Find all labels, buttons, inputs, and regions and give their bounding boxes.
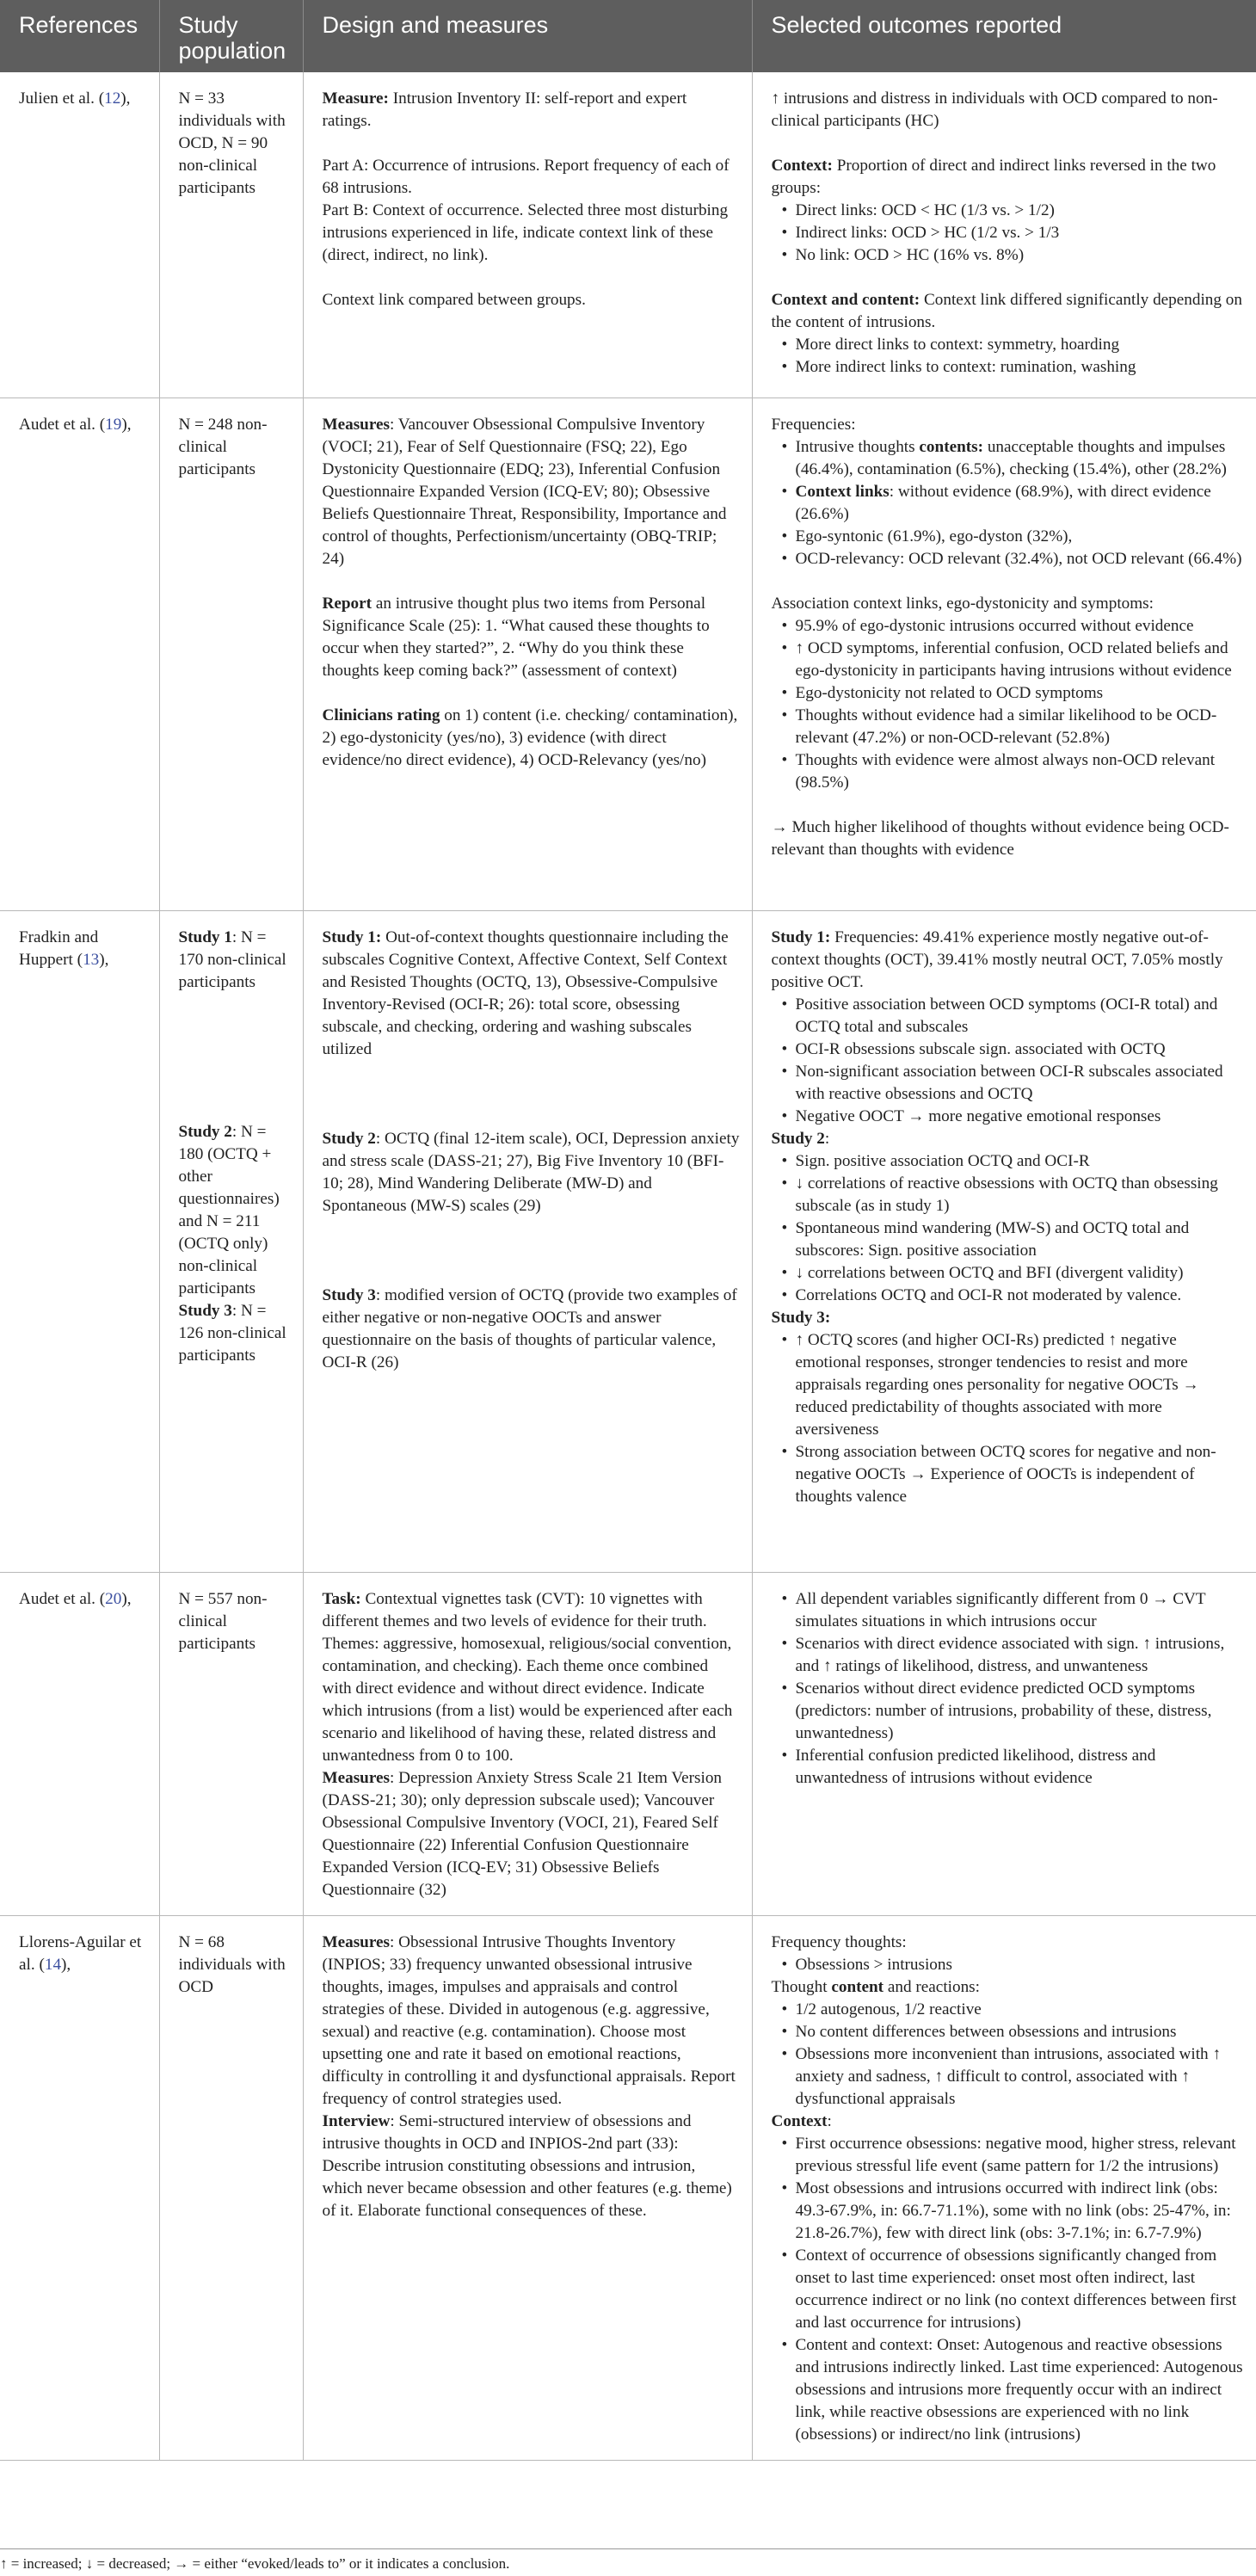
text-span: : Semi-structured interview of obsessions and intrusive thoughts in OCD and INPIOS-2nd part (33): Describe intrusion constituting obsessions and intrusion, which never became obsession and other features (e.g. theme) of it. Elaborate functional consequences of these. xyxy=(322,2111,732,2220)
bullet-item xyxy=(796,2133,1245,2178)
text-span: Ego-dystonicity not related to OCD symptoms xyxy=(795,683,1104,702)
bullet-list xyxy=(772,615,1245,794)
population-text: N = 33 individuals with OCD, N = 90 non-clinical participants xyxy=(178,89,286,197)
table-footnote: ↑ = increased; ↓ = decreased; → = either “evoked/leads to” or it indicates a conclusion. xyxy=(0,2548,1256,2573)
text-span: ↑ OCD symptoms, inferential confusion, OCD related beliefs and ego-dystonicity in participants having intrusions without evidence xyxy=(795,638,1232,680)
bullet-item xyxy=(796,1173,1245,1217)
text-span: Context link differed significantly depending on the content of intrusions. xyxy=(771,291,1242,331)
bold-label: Context and content: xyxy=(771,291,920,309)
design-paragraph xyxy=(323,1128,740,1217)
text-span: Obsessions > intrusions xyxy=(795,1955,952,1974)
text-span: Positive association between OCD symptoms (OCI-R total) and OCTQ total and subscales xyxy=(795,995,1218,1036)
text-span: : N = 170 non-clinical participants xyxy=(178,927,286,991)
cell-population xyxy=(159,72,303,397)
bold-label: Measures xyxy=(322,1932,391,1951)
bullet-item xyxy=(796,244,1245,267)
text-span: Proportion of direct and indirect links reversed in the two groups: xyxy=(771,157,1216,197)
header-design-measures: Design and measures xyxy=(303,0,752,72)
outcome-paragraph xyxy=(772,289,1245,334)
text-span: All dependent variables significantly different from 0 → CVT simulates situations in which intrusions occur xyxy=(795,1589,1206,1630)
text-span: Most obsessions and intrusions occurred with indirect link (obs: 49.3-67.9%, in: 66.7-71.1%), some with no link (obs: 25-47%, in: 21.8-26.7%), few with direct link (obs: 3-7.1%; in: 6.7-7.9%) xyxy=(795,2179,1231,2242)
reference-text: ), xyxy=(120,89,131,108)
bullet-item xyxy=(796,682,1245,705)
bullet-list xyxy=(772,436,1245,570)
text-span: Scenarios with direct evidence associated with sign. ↑ intrusions, and ↑ ratings of likelihood, distress, and unwanteness xyxy=(795,1634,1225,1675)
citation-number: 13 xyxy=(83,950,100,969)
bullet-item xyxy=(796,200,1245,222)
outcome-paragraph xyxy=(772,593,1245,615)
text-span: unacceptable thoughts and impulses (46.4%), contamination (6.5%), checking (15.4%), other (28.2%) xyxy=(795,437,1227,478)
outcome-paragraph xyxy=(772,414,1245,436)
bold-label: Context links xyxy=(795,482,890,501)
text-span: Obsessions more inconvenient than intrusions, associated with ↑ anxiety and sadness, ↑ difficult to control, associated with ↑ dysfunctional appraisals xyxy=(795,2044,1222,2108)
bullet-list xyxy=(772,1329,1245,1508)
spacer xyxy=(772,794,1245,817)
text-span: : OCTQ (final 12-item scale), OCI, Depression anxiety and stress scale (DASS-21; 27), Big Five Inventory 10 (BFI-10; 28), Mind Wandering Deliberate (MW-D) and Spontaneous (MW-S) scales (29) xyxy=(322,1129,740,1215)
cell-design xyxy=(303,910,752,1572)
text-span: Context link compared between groups. xyxy=(322,291,586,309)
spacer xyxy=(323,570,740,593)
text-span: Context of occurrence of obsessions significantly changed from onset to last time experienced: onset most often indirect, last occurrence indirect or no link (no context differences between first and last occurrence for intrusions) xyxy=(795,2246,1237,2332)
text-span: Negative OOCT → more negative emotional responses xyxy=(795,1106,1161,1125)
spacer xyxy=(323,1106,740,1128)
bullet-item xyxy=(796,1441,1245,1508)
text-span: : modified version of OCTQ (provide two examples of either negative or non-negative OOCTs and answer questionnaire on the basis of thoughts of particular valence, OCI-R (26) xyxy=(322,1285,737,1371)
outcome-paragraph xyxy=(772,88,1245,132)
spacer xyxy=(772,132,1245,155)
bullet-list xyxy=(772,1999,1245,2111)
bullet-item xyxy=(796,1678,1245,1745)
population-block xyxy=(179,927,291,994)
bullet-item xyxy=(796,2245,1245,2334)
header-references: References xyxy=(0,0,159,72)
design-paragraph xyxy=(323,1285,740,1374)
text-span: First occurrence obsessions: negative mood, higher stress, relevant previous stressful life event (same pattern for 1/2 the intrusions) xyxy=(795,2134,1236,2175)
text-span: Indirect links: OCD > HC (1/2 vs. > 1/3 xyxy=(795,224,1060,242)
text-span: OCD-relevancy: OCD relevant (32.4%), not OCD relevant (66.4%) xyxy=(795,549,1242,568)
spacer xyxy=(323,1217,740,1262)
outcome-paragraph xyxy=(772,155,1245,200)
design-paragraph xyxy=(323,705,740,772)
text-span: Ego-syntonic (61.9%), ego-dyston (32%), xyxy=(795,527,1073,545)
bold-label: content xyxy=(831,1977,884,1996)
design-paragraph xyxy=(323,2111,740,2222)
text-span: Frequencies: 49.41% experience mostly negative out-of-context thoughts (OCT), 39.41% mostly neutral OCT, 7.05% mostly positive OCT. xyxy=(771,927,1223,991)
cell-population xyxy=(159,1572,303,1915)
cell-outcomes xyxy=(752,72,1256,397)
design-paragraph xyxy=(323,289,740,311)
reference-text: ), xyxy=(121,1589,132,1608)
bullet-list xyxy=(772,1150,1245,1307)
cell-design xyxy=(303,397,752,910)
bullet-item xyxy=(796,1262,1245,1285)
text-span: Thoughts without evidence had a similar likelihood to be OCD-relevant (47.2%) or non-OCD-relevant (52.8%) xyxy=(795,706,1217,747)
text-span: Intrusion Inventory II: self-report and expert ratings. xyxy=(322,89,687,130)
text-span: Strong association between OCTQ scores for negative and non-negative OOCTs → Experience of OOCTs is independent of thoughts valence xyxy=(795,1442,1216,1506)
bullet-item xyxy=(796,1745,1245,1790)
outcome-paragraph xyxy=(772,1932,1245,1954)
cell-reference xyxy=(0,1915,159,2460)
design-paragraph xyxy=(323,155,740,200)
text-span: 95.9% of ego-dystonic intrusions occurred without evidence xyxy=(795,616,1194,635)
bullet-item xyxy=(796,2178,1245,2245)
header-study-population: Study population xyxy=(159,0,303,72)
population-text: N = 557 non-clinical participants xyxy=(178,1589,268,1653)
text-span: ↑ OCTQ scores (and higher OCI-Rs) predicted ↑ negative emotional responses, stronger tendencies to resist and more appraisals regarding ones personality for negative OOCTs → reduced predictability of thoughts associated with more aversiveness xyxy=(795,1330,1199,1439)
text-span: ↓ correlations between OCTQ and BFI (divergent validity) xyxy=(795,1263,1184,1282)
bullet-item xyxy=(796,615,1245,638)
spacer xyxy=(323,267,740,289)
cell-reference xyxy=(0,910,159,1572)
spacer xyxy=(323,1061,740,1106)
bullet-item xyxy=(796,1150,1245,1173)
bullet-item xyxy=(796,994,1245,1038)
table-row xyxy=(0,1915,1256,2460)
text-span: : xyxy=(827,2111,832,2130)
table-row xyxy=(0,72,1256,397)
bullet-item xyxy=(796,638,1245,682)
table-row xyxy=(0,397,1256,910)
design-paragraph xyxy=(323,593,740,682)
outcome-paragraph xyxy=(772,1976,1245,1999)
bullet-list xyxy=(772,334,1245,379)
bullet-list xyxy=(772,2133,1245,2446)
bullet-item xyxy=(796,1588,1245,1633)
bold-label: Task: xyxy=(322,1589,361,1608)
cell-reference xyxy=(0,397,159,910)
bold-label: Context: xyxy=(771,157,833,175)
text-span: Sign. positive association OCTQ and OCI-R xyxy=(795,1151,1090,1170)
bullet-item xyxy=(796,2021,1245,2043)
bullet-list xyxy=(772,994,1245,1128)
population-block xyxy=(179,1300,291,1367)
reference-text: Audet et al. ( xyxy=(19,415,106,434)
bold-label: Measures xyxy=(322,415,391,434)
reference-text: Fradkin and Huppert ( xyxy=(19,927,99,969)
reference-text: Llorens-Aguilar et al. ( xyxy=(19,1932,142,1974)
bold-label: Study 3 xyxy=(178,1301,232,1320)
text-span: → Much higher likelihood of thoughts without evidence being OCD-relevant than thoughts with evidence xyxy=(771,817,1229,859)
spacer xyxy=(772,570,1245,593)
bold-label: Context xyxy=(771,2111,828,2130)
spacer xyxy=(323,682,740,705)
bullet-item xyxy=(796,436,1245,481)
text-span: Frequency thoughts: xyxy=(771,1932,907,1951)
text-span: : Vancouver Obsessional Compulsive Inventory (VOCI; 21), Fear of Self Questionnaire (FSQ; 22), Ego Dystonicity Questionnaire (EDQ; 23), Inferential Confusion Questionnaire Expanded Version (ICQ-EV; 80); Obsessive Beliefs Questionnaire Threat, Responsibility, Importance and control of thoughts, Perfectionism/uncertainty (OBQ-TRIP; 24) xyxy=(322,415,727,568)
bullet-item xyxy=(796,2334,1245,2446)
reference-text: ), xyxy=(61,1955,71,1974)
reference-text: ), xyxy=(121,415,132,434)
bullet-item xyxy=(796,749,1245,794)
text-span: an intrusive thought plus two items from Personal Significance Scale (25): 1. “What caused these thoughts to occur when they started?”, 2. “Why do you think these thoughts keep coming back?” (assessment of context) xyxy=(322,594,710,680)
cell-design xyxy=(303,72,752,397)
text-span: ↓ correlations of reactive obsessions with OCTQ than obsessing subscale (as in study 1) xyxy=(795,1174,1218,1215)
population-text: N = 68 individuals with OCD xyxy=(178,1932,286,1996)
text-span: More indirect links to context: rumination, washing xyxy=(795,358,1136,376)
text-span: Spontaneous mind wandering (MW-S) and OCTQ total and subscores: Sign. positive association xyxy=(795,1218,1190,1260)
text-span: ↑ intrusions and distress in individuals with OCD compared to non-clinical participants (HC) xyxy=(771,89,1218,130)
spacer xyxy=(323,132,740,155)
reference-text: Julien et al. ( xyxy=(19,89,105,108)
text-span: Contextual vignettes task (CVT): 10 vignettes with different themes and two levels of evidence for their truth. Themes: aggressive, homosexual, religious/social convention, contamination, and checking). Each theme once combined with direct evidence and without direct evidence. Indicate which intrusions (from a list) would be experienced after each scenario and likelihood of having these, related distress and unwantedness from 0 to 100. xyxy=(322,1589,733,1765)
bold-label: Study 2 xyxy=(178,1122,232,1141)
text-span: : Obsessional Intrusive Thoughts Inventory (INPIOS; 33) frequency unwanted obsessional intrusive thoughts, images, impulses and appraisals and control strategies of these. Divided in autogenous (e.g. aggressive, sexual) and reactive (e.g. contamination). Choose most upsetting one and rate it based on emotional reactions, difficulty in controlling it and dysfunctional appraisals. Report frequency of control strategies used. xyxy=(322,1932,736,2108)
bullet-item xyxy=(796,548,1245,570)
text-span: Correlations OCTQ and OCI-R not moderated by valence. xyxy=(795,1285,1182,1304)
text-span: Part B: Context of occurrence. Selected three most disturbing intrusions experienced in life, indicate context link of these (direct, indirect, no link). xyxy=(322,201,729,264)
outcome-paragraph xyxy=(772,1307,1245,1329)
design-paragraph xyxy=(323,414,740,570)
bullet-item xyxy=(796,222,1245,244)
text-span: 1/2 autogenous, 1/2 reactive xyxy=(795,2000,982,2018)
bold-label: Study 1 xyxy=(178,927,232,946)
bullet-list xyxy=(772,1954,1245,1976)
text-span: More direct links to context: symmetry, hoarding xyxy=(795,336,1120,354)
text-span: : N = 126 non-clinical participants xyxy=(178,1301,286,1365)
bold-label: Clinicians rating xyxy=(322,706,440,724)
bullet-item xyxy=(796,481,1245,526)
design-paragraph xyxy=(323,1932,740,2111)
text-span: on 1) content (i.e. checking/ contamination), 2) ego-dystonicity (yes/no), 3) evidence (with direct evidence/no direct evidence), 4) OCD-Relevancy (yes/no) xyxy=(322,706,738,769)
table-row xyxy=(0,910,1256,1572)
bold-label: Measure: xyxy=(322,89,389,108)
bullet-item xyxy=(796,526,1245,548)
cell-outcomes xyxy=(752,397,1256,910)
text-span: Thoughts with evidence were almost always non-OCD relevant (98.5%) xyxy=(795,750,1216,792)
header-outcomes: Selected outcomes reported xyxy=(752,0,1256,72)
text-span: : without evidence (68.9%), with direct evidence (26.6%) xyxy=(795,482,1211,523)
outcome-paragraph xyxy=(772,1128,1245,1150)
text-span: No link: OCD > HC (16% vs. 8%) xyxy=(795,246,1025,264)
outcome-paragraph xyxy=(772,927,1245,994)
cell-population xyxy=(159,910,303,1572)
text-span: Association context links, ego-dystonicity and symptoms: xyxy=(771,594,1154,613)
text-span: Scenarios without direct evidence predicted OCD symptoms (predictors: number of intrusions, probability of these, distress, unwantedness) xyxy=(795,1679,1212,1742)
text-span: Content and context: Onset: Autogenous and reactive obsessions and intrusions indirectly linked. Last time experienced: Autogenous obsessions and intrusions more frequently occur with an indirect link, while reactive obsessions are experienced with no link (obsessions) or indirect/no link (intrusions) xyxy=(795,2335,1243,2444)
text-span: No content differences between obsessions and intrusions xyxy=(795,2022,1177,2041)
text-span: Intrusive thoughts xyxy=(795,437,920,456)
text-span: : Depression Anxiety Stress Scale 21 Item Version (DASS-21; 30); only depression subscale used); Vancouver Obsessional Compulsive Inventory (VOCI, 21), Feared Self Questionnaire (22) Inferential Confusion Questionnaire Expanded Version (ICQ-EV; 31) Obsessive Beliefs Questionnaire (32) xyxy=(322,1768,723,1899)
bold-label: Interview xyxy=(322,2111,391,2130)
cell-outcomes xyxy=(752,1915,1256,2460)
text-span: Part A: Occurrence of intrusions. Report frequency of each of 68 intrusions. xyxy=(322,157,730,197)
design-paragraph xyxy=(323,88,740,132)
bold-label: Measures xyxy=(322,1768,391,1787)
bullet-item xyxy=(796,1038,1245,1061)
outcome-paragraph xyxy=(772,2111,1245,2133)
bold-label: Study 2 xyxy=(322,1129,376,1148)
spacer xyxy=(323,1262,740,1285)
text-span: : N = 180 (OCTQ + other questionnaires) and N = 211 (OCTQ only) non-clinical participants xyxy=(178,1122,280,1297)
bullet-item xyxy=(796,1999,1245,2021)
text-span: and reactions: xyxy=(884,1977,980,1996)
text-span: OCI-R obsessions subscale sign. associated with OCTQ xyxy=(795,1039,1166,1058)
design-paragraph xyxy=(323,200,740,267)
bold-label: Study 3: xyxy=(771,1308,831,1327)
bold-label: Study 1: xyxy=(771,927,831,946)
cell-outcomes xyxy=(752,1572,1256,1915)
bullet-item xyxy=(796,1954,1245,1976)
reference-text: ), xyxy=(99,950,109,969)
bullet-item xyxy=(796,1285,1245,1307)
cell-design xyxy=(303,1572,752,1915)
bullet-item xyxy=(796,1329,1245,1441)
bullet-list xyxy=(772,1588,1245,1790)
text-span: Non-significant association between OCI-R subscales associated with reactive obsessions and OCTQ xyxy=(795,1062,1223,1103)
text-span: Thought xyxy=(771,1977,832,1996)
bullet-list xyxy=(772,200,1245,267)
spacer xyxy=(772,267,1245,289)
text-span: Inferential confusion predicted likelihood, distress and unwantedness of intrusions without evidence xyxy=(795,1746,1156,1787)
bullet-item xyxy=(796,334,1245,356)
bullet-item xyxy=(796,356,1245,379)
cell-outcomes xyxy=(752,910,1256,1572)
cell-reference xyxy=(0,1572,159,1915)
table-row xyxy=(0,1572,1256,1915)
bullet-item xyxy=(796,1633,1245,1678)
design-paragraph xyxy=(323,1767,740,1901)
bold-label: Report xyxy=(322,594,372,613)
bold-label: Study 2 xyxy=(771,1129,825,1148)
text-span: Out-of-context thoughts questionnaire including the subscales Cognitive Context, Affective Context, Self Context and Resisted Thoughts (OCTQ, 13), Obsessive-Compulsive Inventory-Revised (OCI-R; 26): total score, obsessing subscale, and checking, ordering and washing subscales utilized xyxy=(322,927,729,1058)
bullet-item xyxy=(796,2043,1245,2111)
cell-population xyxy=(159,1915,303,2460)
bullet-item xyxy=(796,1217,1245,1262)
bold-label: contents: xyxy=(919,437,984,456)
population-block xyxy=(179,1121,291,1300)
text-span: Frequencies: xyxy=(771,415,856,434)
text-span: : xyxy=(824,1129,830,1148)
bold-label: Study 3 xyxy=(322,1285,376,1304)
bullet-item xyxy=(796,705,1245,749)
bold-label: Study 1: xyxy=(322,927,382,946)
bullet-item xyxy=(796,1106,1245,1128)
design-paragraph xyxy=(323,1588,740,1767)
cell-design xyxy=(303,1915,752,2460)
outcome-paragraph xyxy=(772,817,1245,861)
cell-population xyxy=(159,397,303,910)
bullet-item xyxy=(796,1061,1245,1106)
citation-number: 14 xyxy=(44,1955,62,1974)
reference-text: Audet et al. ( xyxy=(19,1589,106,1608)
text-span: Direct links: OCD < HC (1/3 vs. > 1/2) xyxy=(795,201,1055,219)
cell-reference xyxy=(0,72,159,397)
citation-number: 19 xyxy=(105,415,122,434)
table-header-row xyxy=(0,0,1256,72)
design-paragraph xyxy=(323,927,740,1061)
citation-number: 12 xyxy=(104,89,121,108)
population-text: N = 248 non-clinical participants xyxy=(178,415,268,478)
citation-number: 20 xyxy=(105,1589,122,1608)
